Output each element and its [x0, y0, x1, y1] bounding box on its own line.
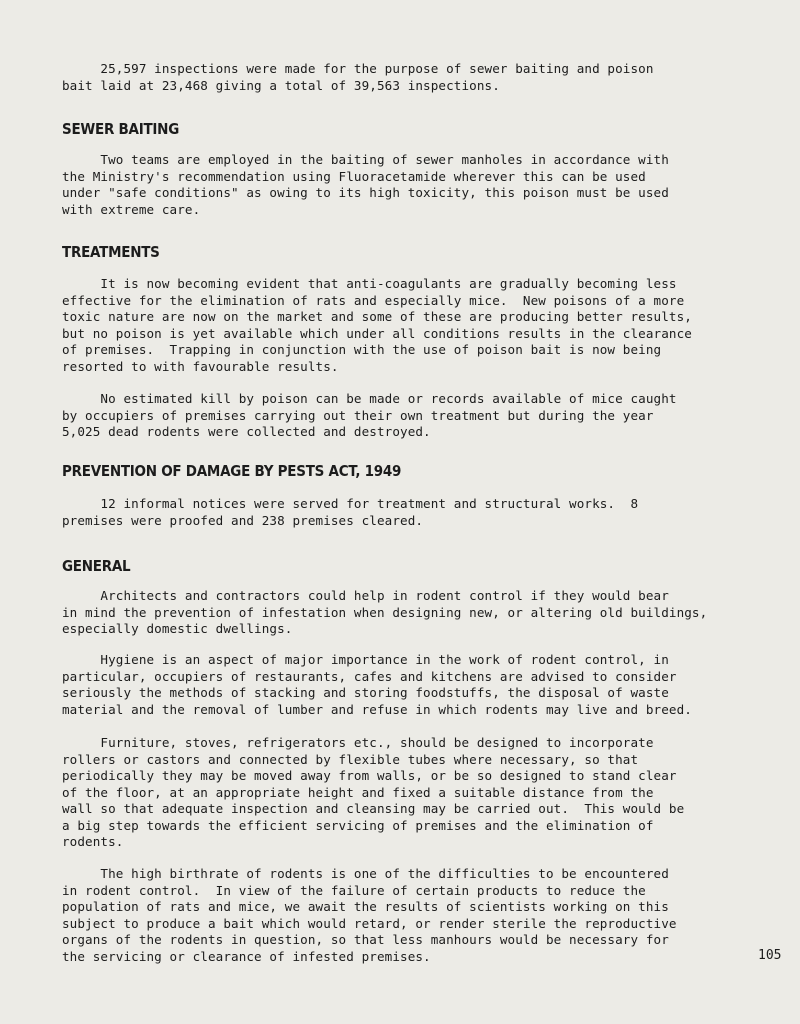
prevention-paragraph: 12 informal notices were served for treatment and structural works. 8 premises were proofed and 238 premises cleared.: [62, 496, 639, 528]
heading-treatments: TREATMENTS: [62, 243, 160, 261]
general-paragraph-1: Architects and contractors could help in rodent control if they would bear in mind the prevention of infestation when designing new, or altering old buildings, especially domestic dwellings.: [62, 588, 708, 636]
treatments-paragraph-2: No estimated kill by poison can be made or records available of mice caught by occupiers of premises carrying out their own treatment but during the year 5,025 dead rodents were collected and destroyed.: [62, 391, 677, 439]
general-paragraph-4: The high birthrate of rodents is one of the difficulties to be encountered in rodent control. In view of the failure of certain products to reduce the population of rats and mice, we await the results of scientists working on this subject to produce a bait which would retard, or render sterile the reproductive organs of the rodents in question, so that less manhours would be necessary for the servicing or clearance of infested premises.: [62, 866, 677, 964]
heading-sewer-baiting: SEWER BAITING: [62, 120, 180, 138]
treatments-paragraph-1: It is now becoming evident that anti-coagulants are gradually becoming less effective for the elimination of rats and especially mice. New poisons of a more toxic nature are now on the market and some of these are producing better results, but no poison is yet available which under all conditions results in the clearance of premises. Trapping in conjunction with the use of poison bait is now being resorted to with favourable results.: [62, 276, 692, 374]
general-paragraph-2: Hygiene is an aspect of major importance in the work of rodent control, in particular, occupiers of restaurants, cafes and kitchens are advised to consider seriously the methods of stacking and storing foodstuffs, the disposal of waste material and the removal of lumber and refuse in which rodents may live and breed.: [62, 652, 692, 717]
intro-paragraph: 25,597 inspections were made for the purpose of sewer baiting and poison bait laid at 23,468 giving a total of 39,563 inspections.: [62, 61, 654, 93]
heading-prevention-act: PREVENTION OF DAMAGE BY PESTS ACT, 1949: [62, 462, 402, 480]
general-paragraph-3: Furniture, stoves, refrigerators etc., should be designed to incorporate rollers or castors and connected by flexible tubes where necessary, so that periodically they may be moved away from walls, or be so designed to stand clear of the floor, at an appropriate height and fixed a suitable distance from the wall so that adequate inspection and cleansing may be carried out. This would be a big step towards the efficient servicing of premises and the elimination of rodents.: [62, 735, 685, 849]
page-number: 105: [758, 948, 782, 963]
sewer-baiting-paragraph: Two teams are employed in the baiting of sewer manholes in accordance with the Ministry's recommendation using Fluoracetamide wherever this can be used under "safe conditions" as owing to its high toxicity, this poison must be used with extreme care.: [62, 152, 669, 217]
heading-general: GENERAL: [62, 557, 131, 575]
